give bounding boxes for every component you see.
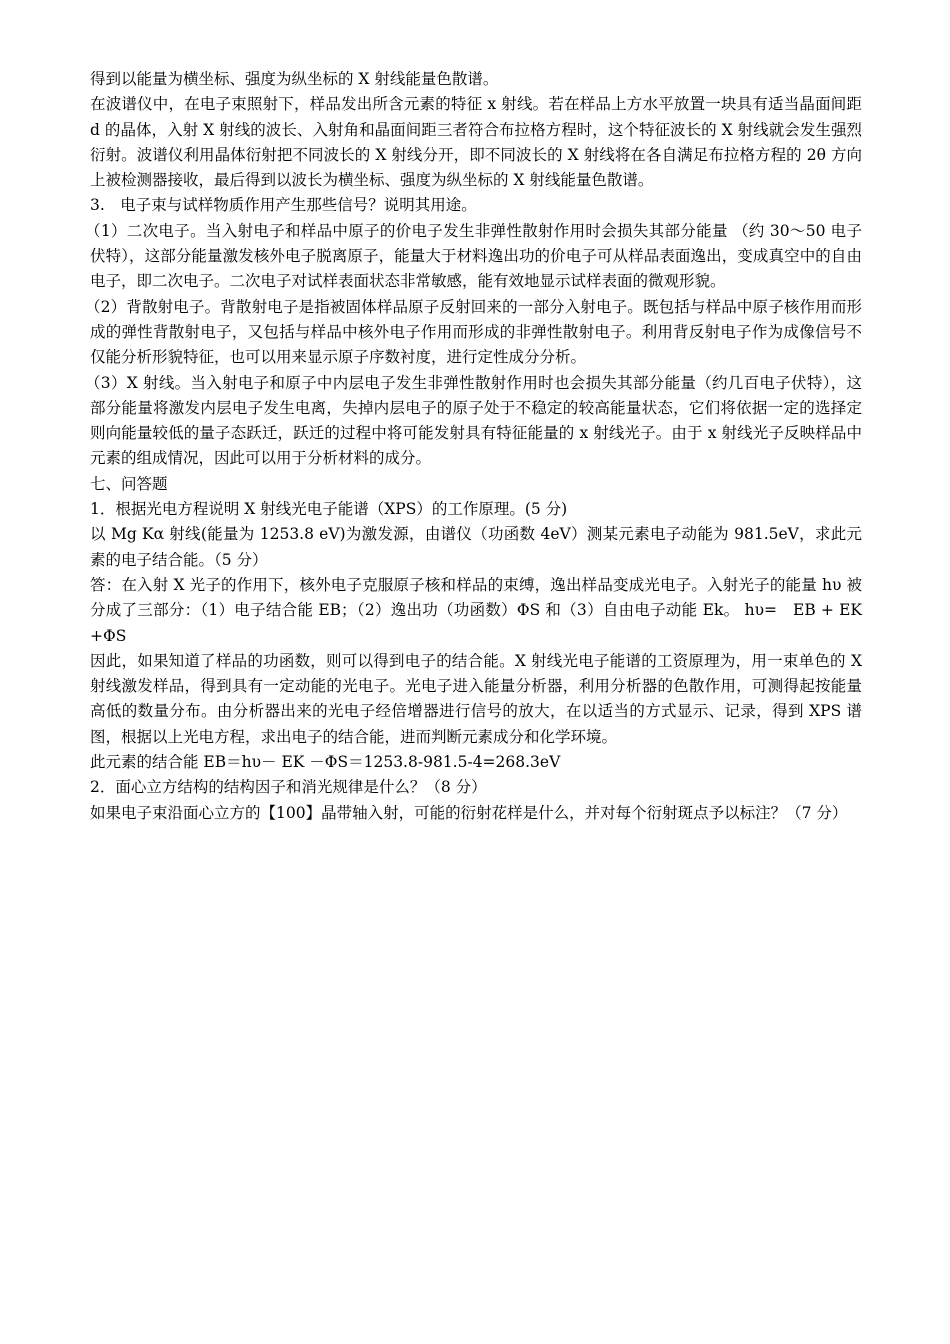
paragraph-backscattered-electrons: （2）背散射电子。背散射电子是指被固体样品原子反射回来的一部分入射电子。既包括与样品中原子核作用而形成的弹性背散射电子，又包括与样品中核外电子作用而形成的非弹性散射电子。利用背反射电子作为成像信号不仅能分析形貌特征，也可以用来显示原子序数衬度，进行定性成分分析。: [85, 297, 862, 367]
qa-question-1-sub: 以 Mg Kα 射线(能量为 1253.8 eV)为激发源，由谱仪（功函数 4eV）测某元素电子动能为 981.5eV，求此元素的电子结合能。（5 分）: [90, 525, 862, 569]
qa-answer-1: 答：在入射 X 光子的作用下，核外电子克服原子核和样品的束缚，逸出样品变成光电子。入射光子的能量 hυ 被分成了三部分：（1）电子结合能 EB；（2）逸出功（功函数）ΦS 和（3）自由电子动能 Ek。 hυ= EB + EK +ΦS: [90, 575, 862, 645]
qa-question-2: 2．面心立方结构的结构因子和消光规律是什么？（8 分）: [90, 778, 487, 797]
qa-question-1: 1．根据光电方程说明 X 射线光电子能谱（XPS）的工作原理。(5 分): [90, 500, 568, 519]
question-3-heading: 3. 电子束与试样物质作用产生那些信号？说明其用途。: [90, 196, 477, 215]
qa-question-2-sub: 如果电子束沿面心立方的【100】晶带轴入射，可能的衍射花样是什么，并对每个衍射斑点予以标注？（7 分）: [90, 803, 848, 822]
qa-answer-1-principle: 因此，如果知道了样品的功函数，则可以得到电子的结合能。X 射线光电子能谱的工资原理为，用一束单色的 X 射线激发样品，得到具有一定动能的光电子。光电子进入能量分析器，利用分析器的色散作用，可测得起按能量高低的数量分布。由分析器出来的光电子经倍增器进行信号的放大，在以适当的方式显示、记录，得到 XPS 谱图，根据以上光电方程，求出电子的结合能，进而判断元素成分和化学环境。: [90, 651, 862, 746]
paragraph-wds-principle: 在波谱仪中，在电子束照射下，样品发出所含元素的特征 x 射线。若在样品上方水平放置一块具有适当晶面间距 d 的晶体，入射 X 射线的波长、入射角和晶面间距三者符合布拉格方程时，这个特征波长的 X 射线就会发生强烈衍射。波谱仪利用晶体衍射把不同波长的 X 射线分开，即不同波长的 X 射线将在各自满足布拉格方程的 2θ 方向上被检测器接收，最后得到以波长为横坐标、强度为纵坐标的 X 射线能量色散谱。: [90, 95, 862, 190]
paragraph-x-rays: （3）X 射线。当入射电子和原子中内层电子发生非弹性散射作用时也会损失其部分能量（约几百电子伏特），这部分能量将激发内层电子发生电离，失掉内层电子的原子处于不稳定的较高能量状态，它们将依据一定的选择定则向能量较低的量子态跃迁，跃迁的过程中将可能发射具有特征能量的 x 射线光子。由于 x 射线光子反映样品中元素的组成情况，因此可以用于分析材料的成分。: [85, 373, 862, 468]
section-heading-qa: 七、问答题: [90, 474, 168, 493]
paragraph-eds-summary: 得到以能量为横坐标、强度为纵坐标的 X 射线能量色散谱。: [90, 70, 499, 88]
paragraph-secondary-electrons: （1）二次电子。当入射电子和样品中原子的价电子发生非弹性散射作用时会损失其部分能量 （约 30～50 电子伏特），这部分能量激发核外电子脱离原子，能量大于材料逸出功的价电子可从样品表面逸出，变成真空中的自由电子，即二次电子。二次电子对试样表面状态非常敏感，能有效地显示试样表面的微观形貌。: [85, 221, 862, 291]
qa-answer-1-result: 此元素的结合能 EB＝hυ－ EK －ΦS＝1253.8-981.5-4=268.3eV: [90, 753, 561, 772]
